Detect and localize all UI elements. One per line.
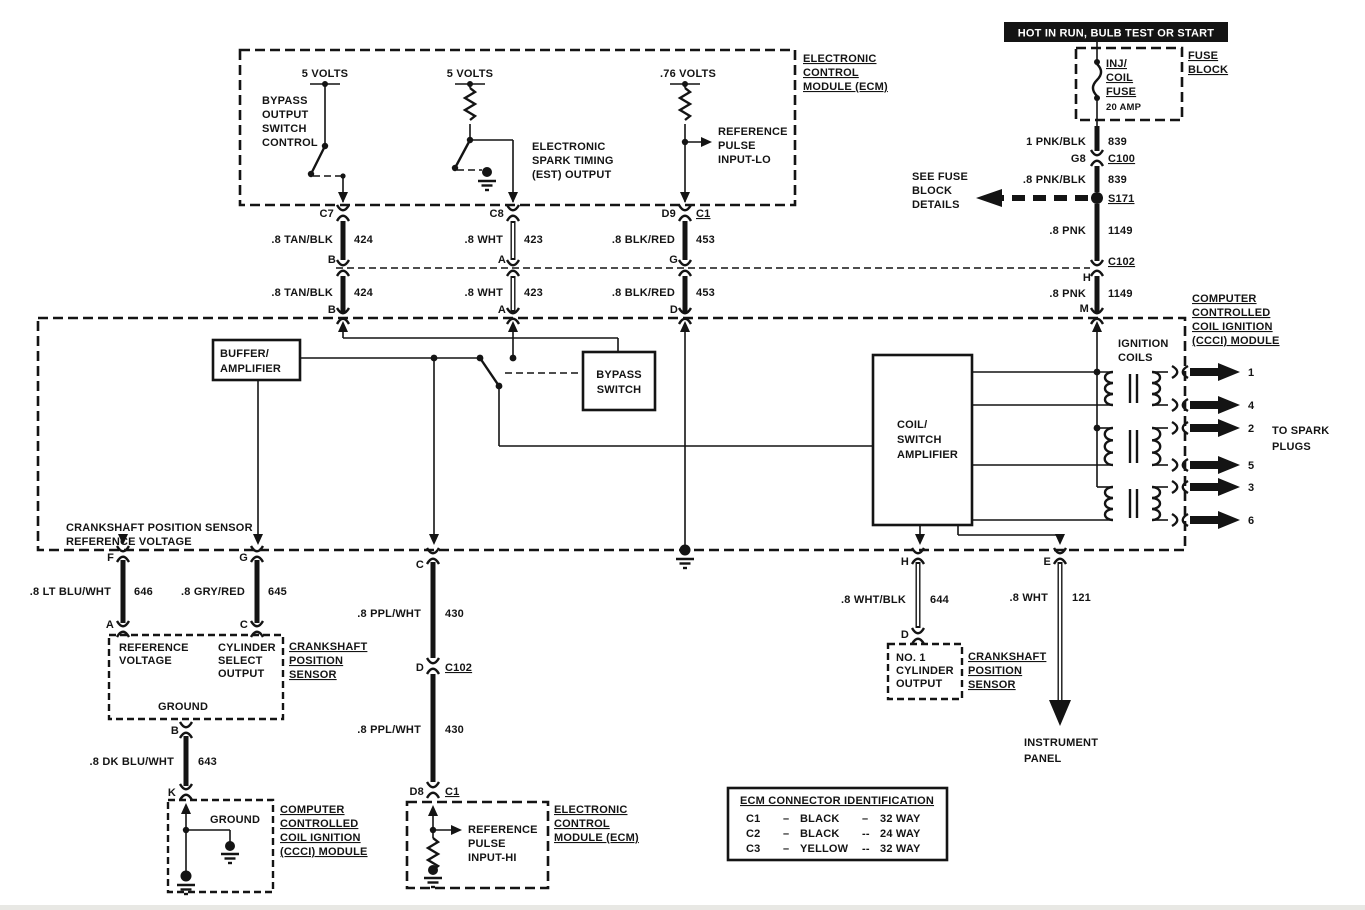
coil-amp-label: COIL/ bbox=[897, 419, 928, 431]
no1-label: CRANKSHAFT bbox=[968, 651, 1047, 663]
wire-number: 646 bbox=[134, 586, 153, 598]
no1-text: NO. 1 bbox=[896, 652, 926, 664]
wire-gauge: .8 PNK/BLK bbox=[1022, 174, 1086, 186]
cps-text: SELECT bbox=[218, 655, 263, 667]
see-fuse-label: DETAILS bbox=[912, 199, 960, 211]
ecm-bottom-title: CONTROL bbox=[554, 818, 610, 830]
wire-gauge: .8 DK BLU/WHT bbox=[89, 756, 174, 768]
plug-number: 3 bbox=[1248, 482, 1255, 494]
voltage-label: 5 VOLTS bbox=[301, 68, 349, 80]
wire-number: 121 bbox=[1072, 592, 1091, 604]
table-cell: 24 WAY bbox=[880, 828, 921, 840]
pin-label: M bbox=[1079, 303, 1089, 315]
fuse-name: INJ/ bbox=[1106, 58, 1127, 70]
bypass-control-label: OUTPUT bbox=[262, 109, 309, 121]
table-cell: BLACK bbox=[800, 813, 840, 825]
fuse-name: COIL bbox=[1106, 72, 1134, 84]
cci-ground-label: (CCCI) MODULE bbox=[280, 846, 368, 858]
ecm-title-line: ELECTRONIC bbox=[803, 53, 877, 65]
wire-number: 424 bbox=[354, 234, 373, 246]
no1-label: POSITION bbox=[968, 665, 1023, 677]
splice-label: S171 bbox=[1108, 193, 1135, 205]
wire-gauge: .8 PNK bbox=[1049, 225, 1086, 237]
wire-gauge: .8 BLK/RED bbox=[611, 287, 675, 299]
pin-label: E bbox=[1043, 556, 1051, 568]
table-cell: – bbox=[862, 813, 869, 825]
bypass-control-label: CONTROL bbox=[262, 137, 318, 149]
cci-ground-label: COMPUTER bbox=[280, 804, 345, 816]
est-label: ELECTRONIC bbox=[532, 141, 606, 153]
wire-gauge: .8 TAN/BLK bbox=[271, 287, 333, 299]
ecm-bottom-title: ELECTRONIC bbox=[554, 804, 628, 816]
voltage-label: .76 VOLTS bbox=[660, 68, 716, 80]
pin-label: G8 bbox=[1070, 153, 1086, 165]
plug-number: 4 bbox=[1248, 400, 1255, 412]
wire-number: 645 bbox=[268, 586, 287, 598]
ignition-coils-label: COILS bbox=[1118, 352, 1153, 364]
pin-label: C bbox=[415, 559, 424, 571]
cps-label: CRANKSHAFT bbox=[289, 641, 368, 653]
cps-text: GROUND bbox=[158, 701, 209, 713]
wire-number: 1149 bbox=[1108, 288, 1133, 300]
coil-amp-label: AMPLIFIER bbox=[897, 449, 959, 461]
bypass-control-label: SWITCH bbox=[262, 123, 307, 135]
plug-number: 5 bbox=[1248, 460, 1255, 472]
plug-number: 2 bbox=[1248, 423, 1255, 435]
wire-gauge: .8 WHT bbox=[464, 234, 503, 246]
cci-title-line: COIL IGNITION bbox=[1192, 321, 1273, 333]
ref-lo-label: INPUT-LO bbox=[718, 154, 771, 166]
ecm-bottom-title: MODULE (ECM) bbox=[554, 832, 639, 844]
pin-label: B bbox=[327, 254, 336, 266]
wire-gauge: .8 WHT/BLK bbox=[841, 594, 906, 606]
crank-ref-label: CRANKSHAFT POSITION SENSOR bbox=[66, 522, 253, 534]
wire-gauge: .8 BLK/RED bbox=[611, 234, 675, 246]
pin-label: A bbox=[497, 304, 506, 316]
buffer-label: AMPLIFIER bbox=[220, 363, 282, 375]
ignition-coils-label: IGNITION bbox=[1118, 338, 1169, 350]
connector-label: C102 bbox=[445, 662, 473, 674]
wire-gauge: 1 PNK/BLK bbox=[1026, 136, 1086, 148]
pin-label: C bbox=[239, 619, 248, 631]
cci-title-line: (CCCI) MODULE bbox=[1192, 335, 1280, 347]
wire-gauge: .8 WHT bbox=[1009, 592, 1048, 604]
table-cell: 32 WAY bbox=[880, 843, 921, 855]
ref-lo-label: REFERENCE bbox=[718, 126, 788, 138]
ref-hi-label: REFERENCE bbox=[468, 824, 538, 836]
ref-hi-label: PULSE bbox=[468, 838, 506, 850]
voltage-label: 5 VOLTS bbox=[446, 68, 494, 80]
cps-label: POSITION bbox=[289, 655, 344, 667]
table-cell: C3 bbox=[746, 843, 761, 855]
table-cell: – bbox=[783, 843, 790, 855]
ecm-title-line: CONTROL bbox=[803, 67, 859, 79]
wire-gauge: .8 LT BLU/WHT bbox=[29, 586, 111, 598]
table-cell: C1 bbox=[746, 813, 761, 825]
wire-number: 643 bbox=[198, 756, 217, 768]
cci-title-line: CONTROLLED bbox=[1192, 307, 1271, 319]
wire-gauge: .8 PPL/WHT bbox=[357, 608, 421, 620]
connector-label: C1 bbox=[696, 208, 711, 220]
connector-label: C100 bbox=[1108, 153, 1136, 165]
to-spark-plugs-label: PLUGS bbox=[1272, 441, 1311, 453]
pin-label: B bbox=[170, 725, 179, 737]
fuse-name: FUSE bbox=[1106, 86, 1137, 98]
connector-label: C102 bbox=[1108, 256, 1136, 268]
buffer-label: BUFFER/ bbox=[220, 348, 270, 360]
table-cell: 32 WAY bbox=[880, 813, 921, 825]
to-spark-plugs-label: TO SPARK bbox=[1272, 425, 1330, 437]
bypass-switch-label: BYPASS bbox=[596, 369, 642, 381]
fuse-block-label: FUSE bbox=[1188, 50, 1219, 62]
cci-title-line: COMPUTER bbox=[1192, 293, 1257, 305]
wire-number: 839 bbox=[1108, 136, 1127, 148]
wire-gauge: .8 TAN/BLK bbox=[271, 234, 333, 246]
wire-number: 430 bbox=[445, 608, 464, 620]
plug-number: 1 bbox=[1248, 367, 1255, 379]
wire-gauge: .8 PPL/WHT bbox=[357, 724, 421, 736]
pin-label: B bbox=[327, 304, 336, 316]
coil-amp-label: SWITCH bbox=[897, 434, 942, 446]
hot-banner-text: HOT IN RUN, BULB TEST OR START bbox=[1017, 27, 1215, 40]
pin-label: D8 bbox=[409, 786, 424, 798]
cps-text: CYLINDER bbox=[218, 642, 276, 654]
instrument-panel-label: INSTRUMENT bbox=[1024, 737, 1099, 749]
cps-text: VOLTAGE bbox=[119, 655, 172, 667]
wire-number: 644 bbox=[930, 594, 949, 606]
wire-number: 453 bbox=[696, 287, 715, 299]
wire-number: 423 bbox=[524, 287, 543, 299]
no1-text: OUTPUT bbox=[896, 678, 943, 690]
ecm-title-line: MODULE (ECM) bbox=[803, 81, 888, 93]
pin-label: D bbox=[415, 662, 424, 674]
pin-label: D bbox=[669, 304, 678, 316]
pin-label: H bbox=[1082, 272, 1091, 284]
table-title: ECM CONNECTOR IDENTIFICATION bbox=[740, 795, 935, 807]
est-label: SPARK TIMING bbox=[532, 155, 614, 167]
wire-gauge: .8 GRY/RED bbox=[181, 586, 245, 598]
bypass-switch-label: SWITCH bbox=[596, 384, 642, 396]
fuse-rating: 20 AMP bbox=[1106, 102, 1142, 113]
pin-label: D9 bbox=[661, 208, 676, 220]
connector-label: C1 bbox=[445, 786, 460, 798]
wire-number: 424 bbox=[354, 287, 373, 299]
pin-label: A bbox=[497, 254, 506, 266]
crank-ref-label: REFERENCE VOLTAGE bbox=[66, 536, 192, 548]
pin-label: C8 bbox=[489, 208, 504, 220]
table-cell: -- bbox=[862, 843, 870, 855]
plug-number: 6 bbox=[1248, 515, 1255, 527]
wire-gauge: .8 WHT bbox=[464, 287, 503, 299]
wire-gauge: .8 PNK bbox=[1049, 288, 1086, 300]
cci-ground-label: CONTROLLED bbox=[280, 818, 359, 830]
no1-label: SENSOR bbox=[968, 679, 1016, 691]
wire-number: 453 bbox=[696, 234, 715, 246]
bypass-control-label: BYPASS bbox=[262, 95, 308, 107]
see-fuse-label: SEE FUSE bbox=[912, 171, 969, 183]
cps-text: REFERENCE bbox=[119, 642, 189, 654]
cps-text: OUTPUT bbox=[218, 668, 265, 680]
wire-number: 1149 bbox=[1108, 225, 1133, 237]
see-fuse-label: BLOCK bbox=[912, 185, 953, 197]
pin-label: A bbox=[105, 619, 114, 631]
table-cell: – bbox=[783, 813, 790, 825]
wire-number: 839 bbox=[1108, 174, 1127, 186]
pin-label: G bbox=[669, 254, 678, 266]
table-cell: -- bbox=[862, 828, 870, 840]
splice-s171 bbox=[1091, 192, 1103, 204]
ref-lo-label: PULSE bbox=[718, 140, 756, 152]
pin-label: G bbox=[239, 552, 248, 564]
cps-label: SENSOR bbox=[289, 669, 337, 681]
wire-number: 423 bbox=[524, 234, 543, 246]
pin-label: F bbox=[107, 552, 114, 564]
ref-hi-label: INPUT-HI bbox=[468, 852, 517, 864]
pin-label: K bbox=[167, 787, 176, 799]
pin-label: C7 bbox=[319, 208, 334, 220]
pin-label: H bbox=[900, 556, 909, 568]
cci-ground-text: GROUND bbox=[210, 814, 261, 826]
table-cell: YELLOW bbox=[800, 843, 849, 855]
table-cell: C2 bbox=[746, 828, 761, 840]
est-label: (EST) OUTPUT bbox=[532, 169, 612, 181]
no1-text: CYLINDER bbox=[896, 665, 954, 677]
fuse-block-label: BLOCK bbox=[1188, 64, 1229, 76]
wire-number: 430 bbox=[445, 724, 464, 736]
table-cell: – bbox=[783, 828, 790, 840]
cci-ground-label: COIL IGNITION bbox=[280, 832, 361, 844]
pin-label: D bbox=[900, 629, 909, 641]
table-cell: BLACK bbox=[800, 828, 840, 840]
instrument-panel-label: PANEL bbox=[1024, 753, 1062, 765]
